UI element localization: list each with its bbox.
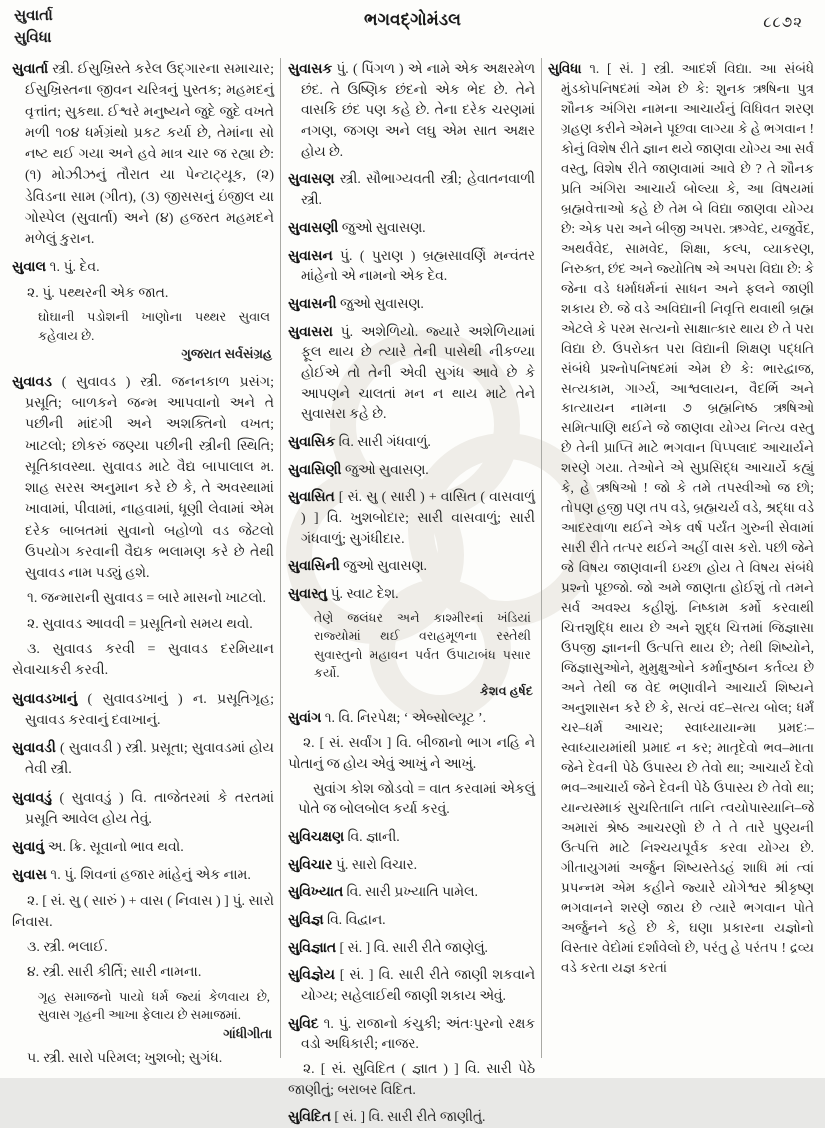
- dictionary-entry: સુવાસક પું. ( પિંગળ ) એ નામે એક અક્ષરમેળ છંદ. તે ઉષ્ણિક છંદનો એક ભેદ છે. તેને વાસકિ છંદ પણ કહે છે. તેના દરેક ચરણમાં નગણ, જગણ અને લઘુ એમ સાત અક્ષર હોય છે.: [288, 61, 535, 159]
- column-2: [288, 52, 536, 1125]
- dictionary-entry: સુવિધા ૧. [ સં. ] સ્ત્રી. આદર્શ વિદ્યા. આ સંબંધે મુંડકોપનિષદમાં એમ છે કે: શુનક ઋષિના પુત્ર શૌનક અંગિરા નામના આચાર્યનું વિધિવત શરણ ગ્રહણ કરીને એમને પૂછવા લાગ્યા કે હે ભગવાન ! કોનું વિશેષ રીતે જ્ઞાન થયે જાણવા યોગ્ય આ સર્વ વસ્તુ, વિશેષ રીતે જાણવામાં આવે છે ? તે શૌનક પ્રતિ અંગિરા આચાર્ય બોલ્યા કે, આ વિષયમાં બ્રહ્મવેત્તાઓ કહે છે તેમ બે વિદ્યા જાણવા યોગ્ય છે: એક પરા અને બીજી અપરા. ઋગ્વેદ, યજુર્વેદ, અથર્વવેદ, સામવેદ, શિક્ષા, કલ્પ, વ્યાકરણ, નિરુક્ત, છંદ અને જ્યોતિષ એ અપરા વિદ્યા છે: કે જેના વડે ધર્માધર્મનાં સાધન અને ફલને જાણી શકાય છે. જે વડે અવિદ્યાની નિવૃત્તિ થવાથી બ્રહ્મ એટલે કે પરમ સત્યનો સાક્ષાત્કાર થાય છે તે પરા વિદ્યા છે. ઉપરોક્ત પરા વિદ્યાની શિક્ષણ પદ્ધતિ સંબંધે પ્રશ્નોપનિષદમાં એમ છે કે: ભારદ્વાજ, સત્યકામ, ગાર્ગ્ય, આશ્વલાયન, વૈદર્ભિ અને કાત્યાયન નામના ૭ બ્રહ્મનિષ્ઠ ઋષિઓ સમિત્પાણિ થઈને જે જાણવા યોગ્ય નિત્ય વસ્તુ છે તેની પ્રાપ્તિ માટે ભગવાન પિપ્પલાદ આચાર્યને શરણે ગયા. તેઓને એ સુપ્રસિદ્ધ આચાર્યે કહ્યું કે, હે ઋષિઓ ! જો કે તમે તપસ્વીઓ જ છો; તોપણ હજી પણ તપ વડે, બ્રહ્મચર્ય વડે, શ્રદ્ધા વડે આદરવાળા થઈને એક વર્ષ પર્યંત ગુરુની સેવામાં સારી રીતે તત્પર થઈને અહીં વાસ કરો. પછી જેને જે વિષય જાણવાની ઇચ્છા હોય તે વિષય સંબંધે પ્રશ્નો પૂછજો. જો અમે જાણતા હોઈશું તો તમને સર્વ અવશ્ય કહીશું. નિષ્કામ કર્મો કરવાથી ચિત્તશુદ્ધિ થાય છે અને શુદ્ધ ચિત્તમાં જિજ્ઞાસા ઉપજી જ્ઞાનની ઉત્પત્તિ થાય છે; તેથી શિષ્યોને, જિજ્ઞાસુઓને, મુમુક્ષુઓને કર્માનુષ્ઠાન કર્તવ્ય છે અને તેથી જ વેદ ભણાવીને આચાર્ય શિષ્યને અનુશાસન કરે છે કે, સત્યં વદ–સત્ય બોલ; ધર્મં ચર–ધર્મ આચર; સ્વાધ્યાયાન્મા પ્રમદઃ–સ્વાધ્યાયમાંથી પ્રમાદ ન કર; માતૃદેવો ભવ–માતા જેને દેવની પેઠે ઉપાસ્ય છે તેવો થા; આચાર્ય દેવો ભવ–આચાર્ય જેને દેવની પેઠે ઉપાસ્ય છે તેવો થા; યાન્યસ્માકં સુચરિતાનિ તાનિ ત્વયોપાસ્યાનિ–જે અમારાં શ્રેષ્ઠ આચરણો છે તે તે તારે પુણ્યની ઉત્પત્તિ માટે નિશ્ચયપૂર્વક કરવા યોગ્ય છે. ગીતાયુગમાં અર્જુન શિષ્યસ્તેડહં શાધિ માં ત્વાં પ્રપન્નમ એમ કહીને જ્યારે યોગેશ્વર શ્રીકૃષ્ણ ભગવાનને શરણે જાય છે ત્યારે ભગવાન પોતે અર્જુનને કહે છે કે, ઘણા પ્રકારના યજ્ઞોનો વિસ્તાર વેદોમાં દર્શાવેલો છે, પરંતુ હે પરંતપ ! દ્રવ્ય વડે કરતા યજ્ઞ કરતાં: [548, 61, 814, 975]
- column-3: [548, 52, 814, 1066]
- column-divider-1: [280, 58, 281, 1058]
- dictionary-entry: સુવાવડખાનું ( સુવાવડખાનું ) ન. પ્રસૂતિગૃહ; સુવાવડ કરવાનું દવાખાનું.: [12, 691, 274, 728]
- dictionary-entry: સુવાસન પું. ( પુરાણ ) બ્રહ્મસાવર્ણિ મન્વંતર માંહેનો એ નામનો એક દેવ.: [288, 247, 536, 284]
- headword: સુવાસની: [288, 295, 341, 311]
- headword: સુવાસિત: [288, 489, 339, 505]
- column-1: [12, 52, 274, 1066]
- citation-source: ગુજરાત સર્વસંગ્રહ: [181, 347, 272, 362]
- dictionary-entry: સુવાસિની જુઓ સુવાસણ.: [288, 558, 427, 574]
- citation-source: ગાંધીગીતા: [223, 1027, 272, 1042]
- dictionary-entry: સુવિદિત [ સં. ] વિ. સારી રીતે જાણીતું.: [288, 1109, 486, 1125]
- headword: સુવિજ્ઞ: [288, 911, 327, 927]
- guide-word-top: સુવાર્તા: [14, 8, 53, 24]
- headword: સુવાવડ: [12, 374, 62, 390]
- dictionary-entry: સુવિદ ૧. પું. રાજાનો કંચુકી; અંતઃપુરનો રક્ષક વડો અધિકારી; નાજર.: [288, 1015, 535, 1052]
- dictionary-entry: સુવાસરા પું. અશેળિયો. જ્યારે અશેળિયામાં ફૂલ થાય છે ત્યારે તેની પાસેથી નીકળ્યા હોઈએ તો તેની એવી સુગંધ આવે છે કે આપણને ચાલતાં મન ન થાય માટે તેને સુવાસરા કહે છે.: [288, 323, 535, 422]
- page-number: ૮૮૭૨: [763, 15, 803, 31]
- dictionary-entry: સુવાસણ સ્ત્રી. સૌભાગ્યવતી સ્ત્રી; હેવાતનવાળી સ્ત્રી.: [288, 171, 535, 208]
- headword: સુવાસણ: [288, 171, 340, 187]
- sub-definition: ૪. સ્ત્રી. સારી કીર્તિ; સારી નામના.: [27, 965, 202, 981]
- headword: સુવાસિણી: [288, 461, 345, 477]
- headword: સુવાલ: [12, 260, 50, 276]
- headword: સુવાસરા: [288, 323, 341, 339]
- headword: સુવાવડી: [12, 741, 60, 757]
- dictionary-entry: સુવાલ ૧. પું. દેવ.: [12, 260, 100, 276]
- headword: સુવિચક્ષણ: [288, 828, 348, 844]
- headword: સુવાવું: [12, 840, 48, 856]
- dictionary-entry: સુવાસની જુઓ સુવાસણ.: [288, 295, 424, 311]
- dictionary-entry: સુવાંગ ૧. વિ. નિરપેક્ષ; ‘ એબ્સોલ્યૂટ ’.: [288, 710, 487, 726]
- sub-definition: ૨. [ સં. સુ ( સારું ) + વાસ ( નિવાસ ) ] પું. સારો નિવાસ.: [12, 893, 274, 930]
- page-title: ભગવદ્ગોમંડલ: [364, 10, 461, 29]
- headword: સુવાસણી: [288, 219, 342, 235]
- dictionary-entry: સુવિચક્ષણ વિ. જ્ઞાની.: [288, 828, 400, 844]
- sub-definition: ૫. સ્ત્રી. સારો પરિમલ; ખુશબો; સુગંધ.: [27, 1050, 223, 1066]
- dictionary-entry: સુવાવડ ( સુવાવડ ) સ્ત્રી. જનનકાળ પ્રસંગ; પ્રસૂતિ; બાળકને જન્મ આપવાનો અને તે પછીની માંદગી અને અશક્તિનો વખત; ખાટલો; છોકરું જણ્યા પછીની સ્ત્રીની સ્થિતિ; સૂતિકાવસ્થા. સુવાવડ માટે વૈદ્ય બાપાલાલ મ. શાહ સરસ અનુમાન કરે છે કે, તે અવસ્થામાં ખાવામાં, પીવામાં, નાહવામાં, ધૂણી લેવામાં એમ દરેક બાબતમાં સુવાનો બહોળો વડ જેટલો ઉપયોગ કરવાની વૈદ્યક ભલામણ કરે છે તેથી સુવાવડ નામ પડ્યું હશે.: [12, 374, 274, 582]
- headword: સુવાંગ: [288, 710, 325, 726]
- guide-word-bottom: સુવિધા: [14, 29, 52, 46]
- dictionary-entry: સુવાસ્તુ પું. સ્વાટ દેશ.: [288, 586, 399, 602]
- sub-definition: ૨. [ સં. સર્વાંગ ] વિ. બીજાનો ભાગ નહિ ને પોતાનું જ હોય એવું આખું ને આખું.: [288, 735, 535, 771]
- dictionary-entry: સુવિજ્ઞેય [ સં. ] વિ. સારી રીતે જાણી શકવાને યોગ્ય; સહેલાઈથી જાણી શકાય એવું.: [288, 967, 535, 1004]
- dictionary-entry: સુવાવડું ( સુવાવડું ) વિ. તાજેતરમાં કે તરતમાં પ્રસૂતિ આવેલ હોય તેવું.: [12, 790, 274, 827]
- dictionary-entry: સુવાસિત [ સં. સુ ( સારી ) + વાસિત ( વાસવાળું ) ] વિ. ખુશબોદાર; સારી વાસવાળું; સારી ગંધવાળું; સુગંધીદાર.: [288, 489, 535, 546]
- headword: સુવિદિત: [288, 1109, 335, 1125]
- citation-quote: ગૃહ સમાજનો પાયો ધર્મ જ્યાં કેળવાય છે, સુવાસ ગૃહની આખા ફેલાય છે સમાજમાં.: [38, 989, 270, 1023]
- dictionary-entry: સુવિજ્ઞાત [ સં. ] વિ. સારી રીતે જાણેલું.: [288, 939, 488, 955]
- sub-definition: ૧. જન્મારાની સુવાવડ = બારે માસનો ખાટલો.: [27, 591, 266, 607]
- sub-definition: ૨. પું. પથ્થરની એક જાત.: [27, 285, 169, 301]
- sub-definition: ૨. [ સં. સુવિદિત ( જ્ઞાત ) ] વિ. સારી પેઠે જાણીતું; બરાબર વિદિત.: [288, 1061, 535, 1097]
- column-divider-2: [541, 58, 542, 1058]
- headword: સુવિદ: [288, 1015, 324, 1031]
- dictionary-entry: સુવિચાર પું. સારો વિચાર.: [288, 856, 418, 872]
- sub-definition: ૩. સ્ત્રી. ભલાઈ.: [27, 940, 108, 956]
- dictionary-entry: સુવાસ ૧. પું. શિવનાં હજાર માંહેનું એક નામ.: [12, 868, 251, 884]
- dictionary-entry: સુવાસણી જુઓ સુવાસણ.: [288, 219, 426, 235]
- citation-quote: ઘોઘાની પડોશની ખાણોના પથ્થર સુવાલ કહેવાય છે.: [38, 309, 270, 343]
- headword: સુવાર્તા: [12, 62, 53, 77]
- citation-quote: તેણે જલંધર અને કાશ્મીરનાં ખંડિયાં રાજ્યોમાં થઈ વરાહમૂળના રસ્તેથી સુવાસ્તુનો મહાવન પર્વત ઉપાટાબંધ પસાર કર્યો.: [314, 610, 531, 681]
- idiom-line: સુવાંગ કોશ જોડવો = વાત કરવામાં એકલું પોતે જ બોલબોલ કર્યા કરવું.: [298, 780, 535, 817]
- headword: સુવાસન: [288, 247, 341, 263]
- headword: સુવિજ્ઞાત: [288, 939, 340, 955]
- headword: સુવાસ્તુ: [288, 586, 331, 602]
- sub-definition: ૩. સુવાવડ કરવી = સુવાવડ દરમિયાન સેવાચાકરી કરવી.: [12, 641, 274, 679]
- dictionary-entry: સુવાસિક વિ. સારી ગંધવાળું.: [288, 434, 431, 449]
- dictionary-entry: સુવાવું અ. ક્રિ. સૂવાનો ભાવ થવો.: [12, 840, 184, 856]
- headword: સુવાસક: [288, 61, 337, 76]
- dictionary-entry: સુવાવડી ( સુવાવડી ) સ્ત્રી. પ્રસૂતા; સુવાવડમાં હોય તેવી સ્ત્રી.: [12, 741, 275, 778]
- headword: સુવાસિક: [288, 434, 339, 449]
- headword: સુવાવડખાનું: [12, 691, 88, 707]
- dictionary-entry: સુવાર્તા સ્ત્રી. ઈસુખ્રિસ્તે કરેલ ઉદ્ગારના સમાચાર; ઈસુખ્રિસ્તના જીવન ચરિત્રનું પુસ્તક; મહમદનું વૃત્તાંત; સુકથા. ઈશ્વરે મનુષ્યને જુદે જુદે વખતે મળી ૧૦૪ ધર્મગ્રંથો પ્રકટ કર્યા છે, તેમાંના સો નષ્ટ થઈ ગયા અને હવે માત્ર ચાર જ રહ્યા છે: (૧) મોઝીઝનું તૌરાત યા પેન્ટાટ્યૂક, (૨) ડેવિડના સામ (ગીત), (૩) જીસસનું ઇંજીલ યા ગોસ્પેલ (સુવાર્તા) અને (૪) હજરત મહમદને મળેલું કુરાન.: [12, 62, 274, 248]
- sub-definition: ૨. સુવાવડ આવવી = પ્રસૂતિનો સમય થવો.: [27, 616, 253, 632]
- dictionary-entry: સુવિજ્ઞ વિ. વિદ્વાન.: [288, 911, 386, 927]
- dictionary-entry: સુવાસિણી જુઓ સુવાસણ.: [288, 461, 429, 477]
- headword: સુવિધા: [548, 61, 590, 76]
- citation-source: કેશવ હર્ષદ: [479, 684, 533, 699]
- headword: સુવાસ: [12, 868, 51, 884]
- headword: સુવાવડું: [12, 790, 60, 806]
- headword: સુવિચાર: [288, 856, 336, 872]
- dictionary-entry: સુવિખ્યાત વિ. સારી પ્રખ્યાતિ પામેલ.: [288, 884, 478, 900]
- headword: સુવિજ્ઞેય: [288, 967, 340, 983]
- headword: સુવિખ્યાત: [288, 884, 347, 900]
- headword: સુવાસિની: [288, 558, 344, 574]
